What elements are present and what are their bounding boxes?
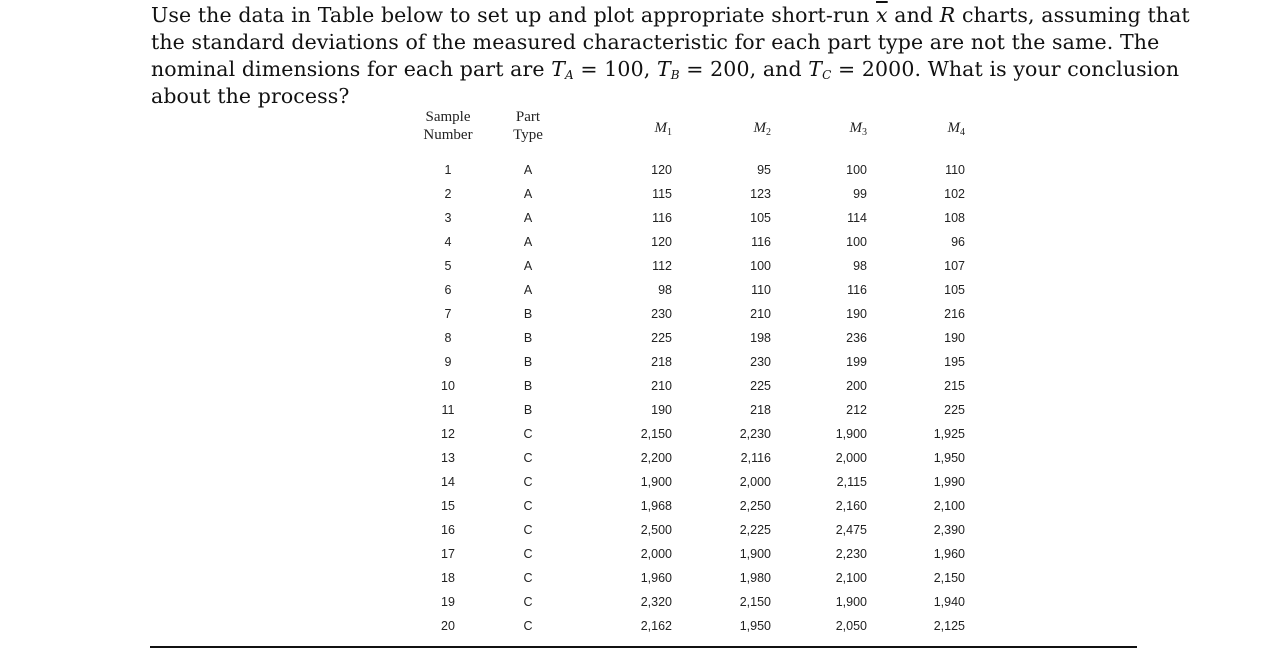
cell-m2: 110 <box>751 283 771 297</box>
problem-line-2: the standard deviations of the measured characteristic for each part type are not the same. The <box>151 30 1160 54</box>
table-row <box>404 518 984 542</box>
cell-m2: 1,900 <box>739 547 771 561</box>
cell-m1: 210 <box>651 379 672 393</box>
cell-m3: 190 <box>846 307 867 321</box>
cell-m4: 1,990 <box>933 475 965 489</box>
cell-m1: 1,968 <box>640 499 672 513</box>
cell-m3: 212 <box>846 403 867 417</box>
cell-m3: 98 <box>853 259 867 273</box>
cell-m4: 2,125 <box>933 619 965 633</box>
problem-statement <box>151 2 1190 110</box>
cell-sample-number: 4 <box>444 235 452 249</box>
cell-m3: 100 <box>846 235 867 249</box>
problem-line-1: Use the data in Table below to set up and plot appropriate short-run $\overline{x}$ and R charts, assuming that <box>151 3 1190 27</box>
table-row <box>404 422 984 446</box>
header-part-type: Part Type <box>513 109 543 143</box>
cell-m4: 215 <box>944 379 965 393</box>
cell-m1: 112 <box>652 259 672 273</box>
cell-m2: 100 <box>750 259 771 273</box>
header-m3: $M_3$ <box>849 120 867 138</box>
cell-part-type: A <box>523 211 533 225</box>
cell-part-type: C <box>523 571 533 585</box>
table-row <box>404 254 984 278</box>
cell-sample-number: 10 <box>441 379 455 393</box>
x-bar-symbol: $\overline{x}$ <box>876 3 888 27</box>
cell-m1: 2,500 <box>640 523 672 537</box>
cell-m1: 190 <box>651 403 672 417</box>
cell-part-type: A <box>523 235 533 249</box>
cell-part-type: C <box>523 595 533 609</box>
cell-m4: 105 <box>944 283 965 297</box>
header-m1: $M_1$ <box>654 120 672 138</box>
cell-m3: 2,230 <box>835 547 867 561</box>
cell-m3: 1,900 <box>835 595 867 609</box>
table-row <box>404 470 984 494</box>
cell-m4: 1,940 <box>933 595 965 609</box>
problem-line-3: nominal dimensions for each part are $T_A = 100$, $T_B = 200$, and $T_C = 2000$. What is your conclusion <box>151 57 1180 82</box>
cell-sample-number: 9 <box>444 355 452 369</box>
cell-sample-number: 2 <box>444 187 452 201</box>
cell-sample-number: 8 <box>444 331 452 345</box>
cell-part-type: B <box>523 331 533 345</box>
cell-m3: 2,160 <box>835 499 867 513</box>
table-row <box>404 446 984 470</box>
table-row <box>404 374 984 398</box>
cell-m2: 1,950 <box>739 619 771 633</box>
table-row <box>404 350 984 374</box>
problem-line-4: about the process? <box>151 84 350 108</box>
cell-sample-number: 12 <box>441 427 455 441</box>
header-m4: $M_4$ <box>947 120 965 138</box>
cell-m2: 230 <box>750 355 771 369</box>
cell-m2: 105 <box>750 211 771 225</box>
cell-m1: 2,200 <box>640 451 672 465</box>
cell-m4: 96 <box>951 235 965 249</box>
cell-m1: 2,162 <box>640 619 672 633</box>
cell-part-type: C <box>523 475 533 489</box>
cell-sample-number: 14 <box>441 475 455 489</box>
cell-m3: 200 <box>846 379 867 393</box>
cell-m2: 1,980 <box>739 571 771 585</box>
cell-m4: 2,390 <box>933 523 965 537</box>
cell-m2: 116 <box>751 235 771 249</box>
cell-part-type: A <box>523 259 533 273</box>
cell-m4: 102 <box>944 187 965 201</box>
cell-sample-number: 11 <box>441 403 455 417</box>
cell-sample-number: 6 <box>444 283 452 297</box>
cell-m3: 199 <box>846 355 867 369</box>
cell-m2: 218 <box>750 403 771 417</box>
cell-m4: 108 <box>944 211 965 225</box>
cell-sample-number: 3 <box>444 211 452 225</box>
cell-part-type: A <box>523 187 533 201</box>
cell-m1: 115 <box>652 187 672 201</box>
cell-part-type: C <box>523 547 533 561</box>
cell-m3: 2,475 <box>835 523 867 537</box>
cell-m1: 2,150 <box>640 427 672 441</box>
cell-m1: 116 <box>652 211 672 225</box>
table-row <box>404 494 984 518</box>
cell-m4: 1,960 <box>933 547 965 561</box>
cell-part-type: A <box>523 283 533 297</box>
cell-m1: 2,000 <box>640 547 672 561</box>
cell-m2: 198 <box>750 331 771 345</box>
cell-m4: 2,100 <box>933 499 965 513</box>
cell-m3: 2,100 <box>835 571 867 585</box>
cell-m4: 110 <box>945 163 965 177</box>
cell-sample-number: 20 <box>441 619 455 633</box>
cell-m2: 2,230 <box>739 427 771 441</box>
table-row <box>404 206 984 230</box>
cell-m1: 225 <box>651 331 672 345</box>
cell-m1: 1,900 <box>640 475 672 489</box>
cell-m3: 116 <box>847 283 867 297</box>
cell-m3: 99 <box>853 187 867 201</box>
cell-m4: 2,150 <box>933 571 965 585</box>
cell-m2: 2,150 <box>739 595 771 609</box>
cell-m4: 1,950 <box>933 451 965 465</box>
cell-m2: 2,250 <box>739 499 771 513</box>
cell-sample-number: 18 <box>441 571 455 585</box>
cell-part-type: C <box>523 619 533 633</box>
table-header-row <box>404 108 984 158</box>
cell-part-type: A <box>523 163 533 177</box>
cell-m2: 95 <box>757 163 771 177</box>
cell-m2: 2,225 <box>739 523 771 537</box>
cell-m4: 195 <box>944 355 965 369</box>
table-row <box>404 278 984 302</box>
table-row <box>404 614 984 638</box>
table-row <box>404 230 984 254</box>
cell-m2: 210 <box>750 307 771 321</box>
cell-m3: 114 <box>847 211 867 225</box>
cell-m1: 120 <box>651 163 672 177</box>
table-row <box>404 590 984 614</box>
cell-m2: 225 <box>750 379 771 393</box>
cell-m1: 98 <box>658 283 672 297</box>
cell-m3: 1,900 <box>835 427 867 441</box>
cell-part-type: B <box>523 379 533 393</box>
measurement-table <box>404 108 984 638</box>
cell-sample-number: 13 <box>441 451 455 465</box>
cell-part-type: C <box>523 427 533 441</box>
cell-m1: 230 <box>651 307 672 321</box>
cell-m3: 2,000 <box>835 451 867 465</box>
table-row <box>404 398 984 422</box>
cell-m3: 236 <box>846 331 867 345</box>
cell-m3: 2,115 <box>836 475 867 489</box>
cell-m1: 1,960 <box>640 571 672 585</box>
cell-part-type: C <box>523 451 533 465</box>
r-symbol: R <box>939 3 956 27</box>
cell-part-type: C <box>523 499 533 513</box>
cell-m3: 2,050 <box>835 619 867 633</box>
cell-part-type: B <box>523 403 533 417</box>
cell-sample-number: 16 <box>441 523 455 537</box>
cell-m1: 218 <box>651 355 672 369</box>
table-body <box>404 158 984 638</box>
header-m2: $M_2$ <box>753 120 771 138</box>
table-row <box>404 542 984 566</box>
cell-m3: 100 <box>846 163 867 177</box>
cell-sample-number: 5 <box>444 259 452 273</box>
cell-sample-number: 19 <box>441 595 455 609</box>
cell-m4: 107 <box>944 259 965 273</box>
table-row <box>404 302 984 326</box>
cell-m2: 123 <box>750 187 771 201</box>
cell-m4: 1,925 <box>933 427 965 441</box>
cell-m1: 2,320 <box>640 595 672 609</box>
table-row <box>404 566 984 590</box>
cell-sample-number: 7 <box>444 307 452 321</box>
cell-sample-number: 15 <box>441 499 455 513</box>
bottom-divider <box>150 646 1137 648</box>
table-row <box>404 326 984 350</box>
cell-m4: 190 <box>944 331 965 345</box>
cell-m2: 2,116 <box>740 451 771 465</box>
header-sample-number: Sample Number <box>423 109 473 143</box>
cell-part-type: B <box>523 307 533 321</box>
cell-part-type: B <box>523 355 533 369</box>
cell-m4: 216 <box>944 307 965 321</box>
table-row <box>404 158 984 182</box>
cell-sample-number: 17 <box>441 547 455 561</box>
cell-sample-number: 1 <box>444 163 452 177</box>
cell-m4: 225 <box>944 403 965 417</box>
cell-m2: 2,000 <box>739 475 771 489</box>
cell-m1: 120 <box>651 235 672 249</box>
cell-part-type: C <box>523 523 533 537</box>
table-row <box>404 182 984 206</box>
